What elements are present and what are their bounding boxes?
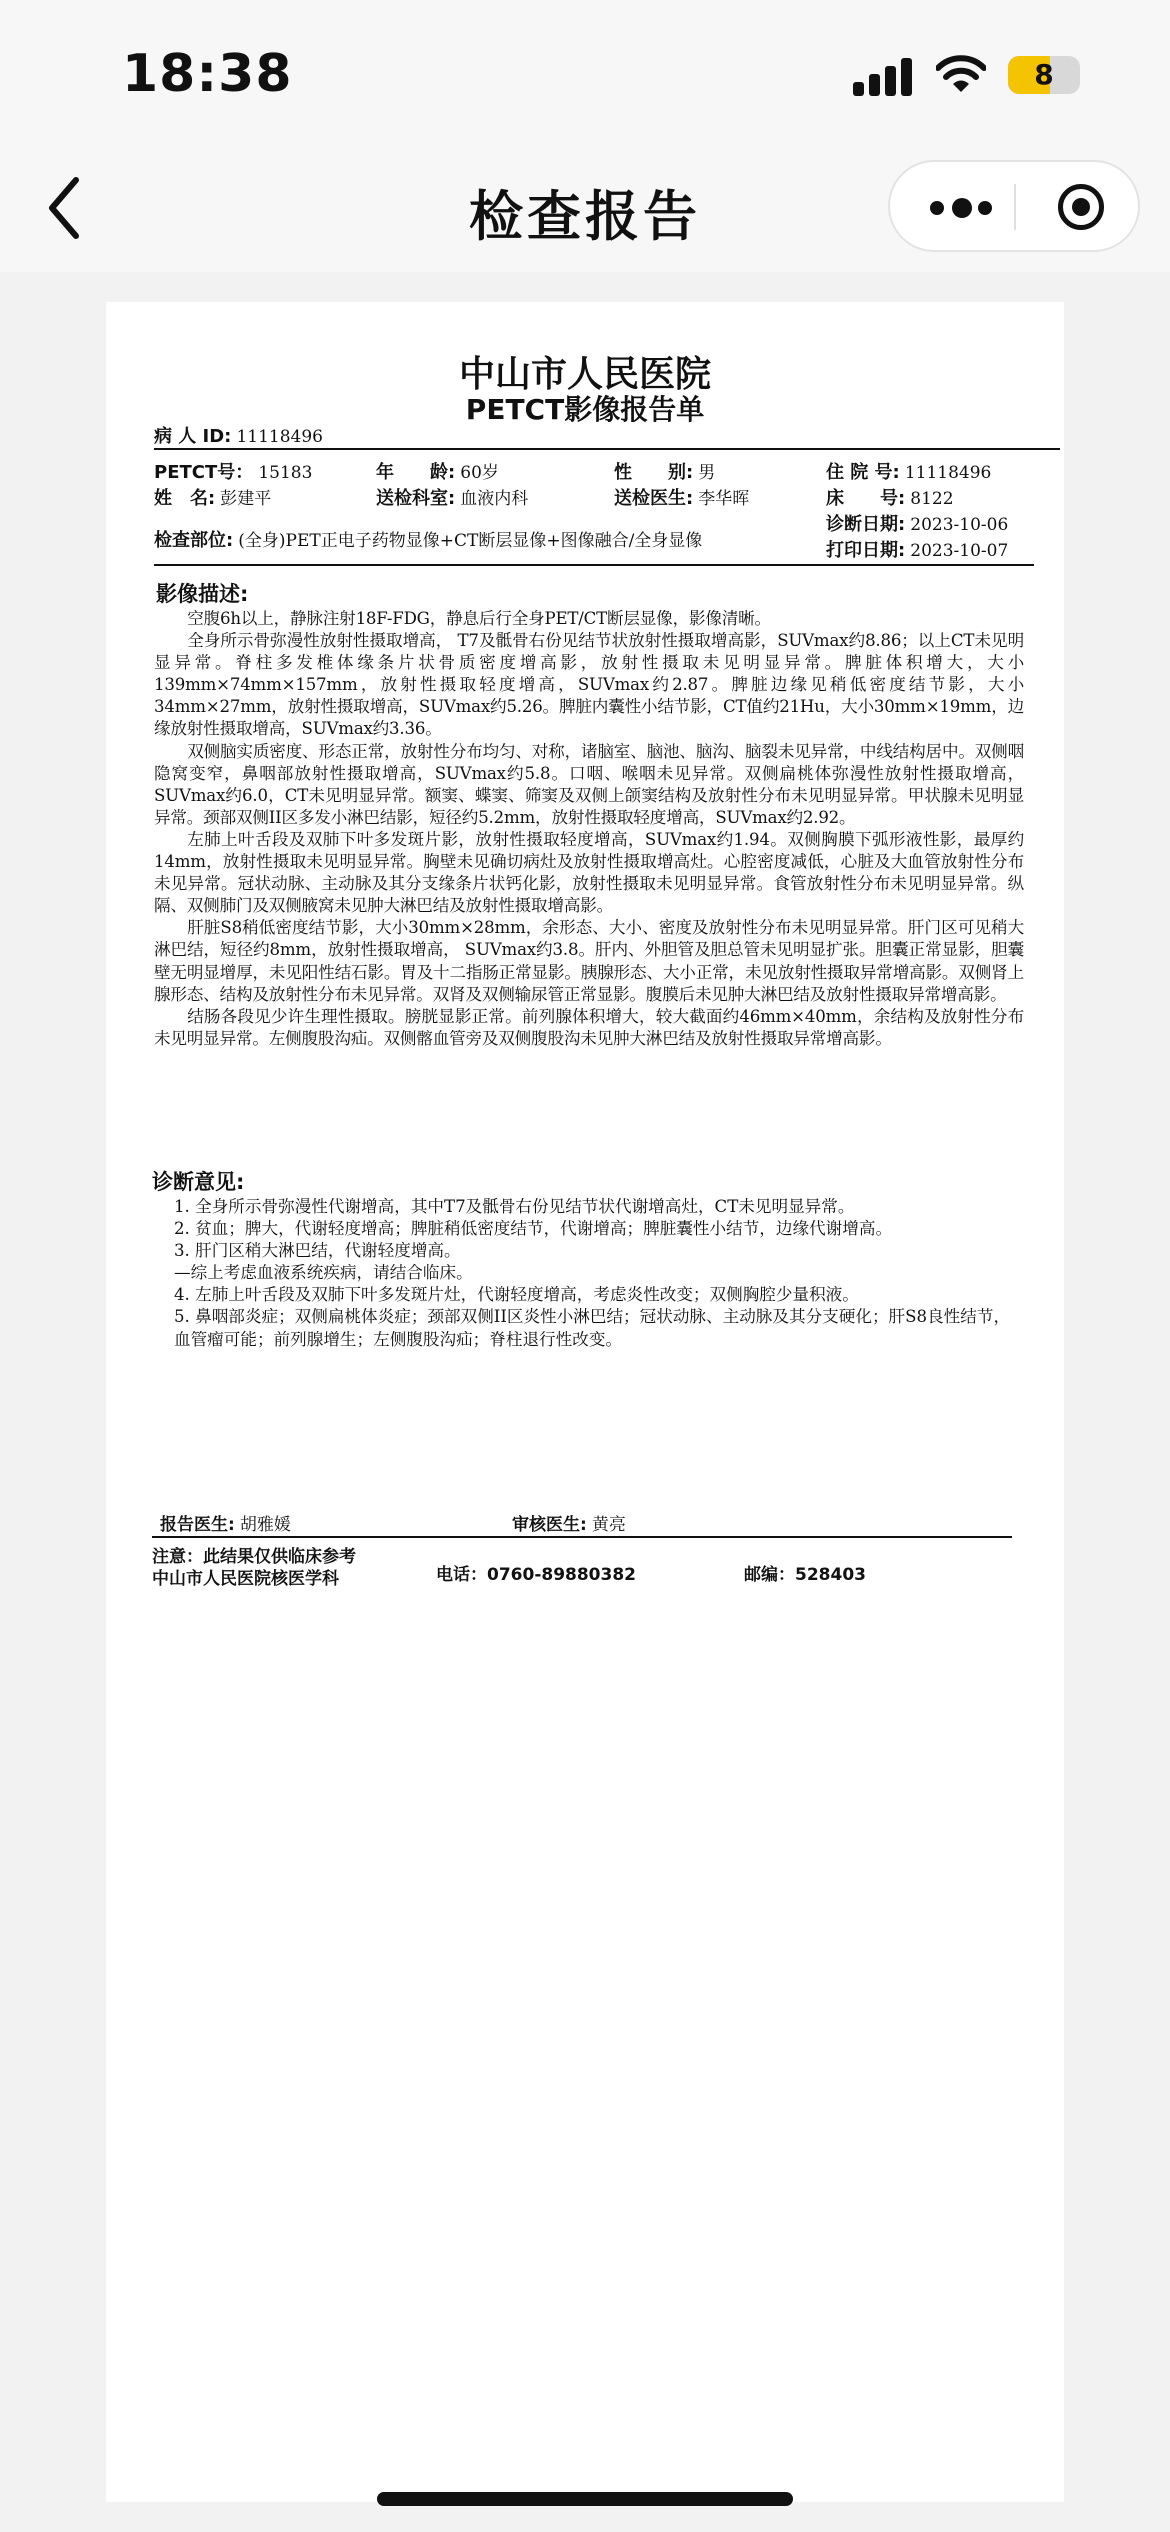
dept-label: 送检科室: bbox=[376, 488, 456, 509]
description-paragraph: 结肠各段见少许生理性摄取。膀胱显影正常。前列腺体积增大，较大截面约46mm×40mm，余结构及放射性分布未见明显异常。左侧腹股沟疝。双侧髂血管旁及双侧腹股沟未见肿大淋巴结及放射性摄取异常增高影。 bbox=[154, 1006, 1024, 1048]
home-indicator[interactable] bbox=[377, 2492, 793, 2506]
info-rule bbox=[154, 564, 1034, 566]
diagnosis-title: 诊断意见: bbox=[152, 1170, 245, 1194]
petct-no-field bbox=[154, 458, 312, 484]
review-doctor-value: 黄亮 bbox=[591, 1515, 626, 1535]
description-paragraph: 肝脏S8稍低密度结节影，大小30mm×28mm，余形态、大小、密度及放射性分布未见明显异常。肝门区可见稍大淋巴结，短径约8mm，放射性摄取增高， SUVmax约3.8。肝内、外胆管及胆总管未见明显扩张。胆囊正常显影，胆囊壁无明显增厚，未见阳性结石影。胃及十二指肠正常显影。胰腺形态、大小正常，未见放射性摄取异常增高影。双侧肾上腺形态、结构及放射性分布未见异常。双肾及双侧输尿管正常显影。腹膜后未见肿大淋巴结及放射性摄取异常增高影。 bbox=[154, 918, 1024, 1004]
diagnosis-list bbox=[174, 1196, 1014, 1351]
report-title: PETCT影像报告单 bbox=[465, 393, 705, 426]
bed-field bbox=[826, 484, 954, 510]
exam-part-field bbox=[154, 526, 702, 552]
petct-no-value: 15183 bbox=[258, 463, 313, 483]
bed-label: 床 号: bbox=[826, 488, 906, 509]
diag-date-label: 诊断日期: bbox=[826, 514, 906, 535]
battery-level: 8 bbox=[1034, 58, 1054, 91]
description-paragraph: 左肺上叶舌段及双肺下叶多发斑片影，放射性摄取轻度增高，SUVmax约1.94。双侧胸膜下弧形液性影，最厚约14mm，放射性摄取未见明显异常。胸壁未见确切病灶及放射性摄取增高灶。心腔密度减低，心脏及大血管放射性分布未见异常。冠状动脉、主动脉及其分支缘条片状钙化影，放射性摄取未见明显异常。食管放射性分布未见明显异常。纵隔、双侧肺门及双侧腋窝未见肿大淋巴结及放射性摄取增高影。 bbox=[154, 829, 1024, 916]
diagnosis-item: 4. 左肺上叶舌段及双肺下叶多发斑片灶，代谢轻度增高，考虑炎性改变；双侧胸腔少量积液。 bbox=[174, 1285, 859, 1305]
age-value: 60岁 bbox=[460, 463, 499, 483]
name-field bbox=[154, 484, 271, 510]
sex-field bbox=[614, 458, 715, 484]
status-bar bbox=[0, 0, 1170, 150]
print-date-field bbox=[826, 536, 1008, 562]
report-doctor-field bbox=[160, 1510, 291, 1535]
more-dots-icon[interactable] bbox=[930, 198, 994, 218]
patient-id-row bbox=[154, 422, 323, 448]
report-doctor-value: 胡雅媛 bbox=[239, 1515, 291, 1535]
diagnosis-item: 2. 贫血；脾大，代谢轻度增高；脾脏稍低密度结节，代谢增高；脾脏囊性小结节，边缘代谢增高。 bbox=[174, 1219, 893, 1239]
review-doctor-field bbox=[512, 1510, 626, 1535]
inpatient-no-label: 住 院 号: bbox=[826, 462, 900, 483]
print-date-label: 打印日期: bbox=[826, 540, 906, 561]
phone-number: 电话：0760-89880382 bbox=[436, 1565, 636, 1585]
diagnosis-item: —综上考虑血液系统疾病，请结合临床。 bbox=[174, 1263, 473, 1283]
diag-date-value: 2023-10-06 bbox=[910, 515, 1009, 535]
inpatient-no-value: 11118496 bbox=[904, 463, 992, 483]
exam-part-value: (全身)PET正电子药物显像+CT断层显像+图像融合/全身显像 bbox=[238, 531, 703, 551]
doctor-label: 送检医生: bbox=[614, 488, 694, 509]
header-rule bbox=[154, 448, 1060, 450]
battery-icon bbox=[1008, 56, 1080, 94]
sex-label: 性 别: bbox=[614, 462, 694, 483]
diagnosis-item: 5. 鼻咽部炎症；双侧扁桃体炎症；颈部双侧II区炎性小淋巴结；冠状动脉、主动脉及其分支硬化；肝S8良性结节，血管瘤可能；前列腺增生；左侧腹股沟疝；脊柱退行性改变。 bbox=[174, 1307, 1011, 1349]
postcode: 邮编：528403 bbox=[744, 1565, 866, 1585]
petct-no-label: PETCT号： bbox=[154, 462, 254, 483]
doctor-field bbox=[614, 484, 749, 510]
footer-rule bbox=[152, 1536, 1012, 1538]
dept-field bbox=[376, 484, 528, 510]
page-title: 检查报告 bbox=[469, 185, 701, 248]
department-name: 中山市人民医院核医学科 bbox=[152, 1569, 339, 1589]
report-doctor-label: 报告医生: bbox=[160, 1515, 235, 1535]
diag-date-field bbox=[826, 510, 1008, 536]
clinical-note: 注意：此结果仅供临床参考 bbox=[152, 1547, 356, 1567]
description-paragraph: 双侧脑实质密度、形态正常，放射性分布均匀、对称，诸脑室、脑池、脑沟、脑裂未见异常，中线结构居中。双侧咽隐窝变窄，鼻咽部放射性摄取增高，SUVmax约5.8。口咽、喉咽未见异常。双侧扁桃体弥漫性放射性摄取增高，SUVmax约6.0，CT未见明显异常。额窦、蝶窦、筛窦及双侧上颌窦结构及放射性分布未见明显异常。甲状腺未见明显异常。颈部双侧II区多发小淋巴结影，短径约5.2mm，放射性摄取轻度增高，SUVmax约2.92。 bbox=[154, 741, 1024, 827]
name-label: 姓 名: bbox=[154, 488, 216, 509]
capsule-divider bbox=[1014, 184, 1016, 230]
description-text bbox=[154, 608, 1024, 1050]
dept-value: 血液内科 bbox=[460, 489, 529, 509]
doctor-value: 李华晖 bbox=[698, 489, 750, 509]
status-time: 18:38 bbox=[122, 44, 293, 104]
report-document bbox=[106, 302, 1064, 2502]
diagnosis-item: 1. 全身所示骨弥漫性代谢增高，其中T7及骶骨右份见结节状代谢增高灶，CT未见明显异常。 bbox=[174, 1197, 855, 1216]
diagnosis-item: 3. 肝门区稍大淋巴结，代谢轻度增高。 bbox=[174, 1241, 461, 1261]
description-title: 影像描述: bbox=[156, 582, 249, 606]
age-field bbox=[376, 458, 499, 484]
exam-part-label: 检查部位: bbox=[154, 530, 234, 551]
wifi-icon bbox=[936, 54, 986, 94]
mini-program-capsule bbox=[888, 160, 1140, 252]
name-value: 彭建平 bbox=[220, 489, 272, 509]
cellular-signal-icon bbox=[853, 56, 913, 96]
review-doctor-label: 审核医生: bbox=[512, 1515, 587, 1535]
bed-value: 8122 bbox=[910, 489, 954, 509]
close-target-icon[interactable] bbox=[1058, 184, 1104, 230]
inpatient-no-field bbox=[826, 458, 991, 484]
patient-id-label: 病 人 ID: bbox=[154, 426, 232, 447]
description-paragraph: 全身所示骨弥漫性放射性摄取增高， T7及骶骨右份见结节状放射性摄取增高影，SUVmax约8.86；以上CT未见明显异常。脊柱多发椎体缘条片状骨质密度增高影，放射性摄取未见明显异常。脾脏体积增大，大小139mm×74mm×157mm，放射性摄取轻度增高，SUVmax约2.87。脾脏边缘见稍低密度结节影，大小34mm×27mm，放射性摄取增高，SUVmax约5.26。脾脏内囊性小结节影，CT值约21Hu，大小30mm×19mm，边缘放射性摄取增高，SUVmax约3.36。 bbox=[154, 631, 1024, 739]
patient-id-value: 11118496 bbox=[236, 427, 323, 447]
hospital-name: 中山市人民医院 bbox=[458, 354, 711, 395]
print-date-value: 2023-10-07 bbox=[910, 541, 1009, 561]
description-paragraph: 空腹6h以上，静脉注射18F-FDG，静息后行全身PET/CT断层显像，影像清晰。 bbox=[187, 609, 771, 628]
age-label: 年 龄: bbox=[376, 462, 456, 483]
sex-value: 男 bbox=[698, 463, 716, 483]
